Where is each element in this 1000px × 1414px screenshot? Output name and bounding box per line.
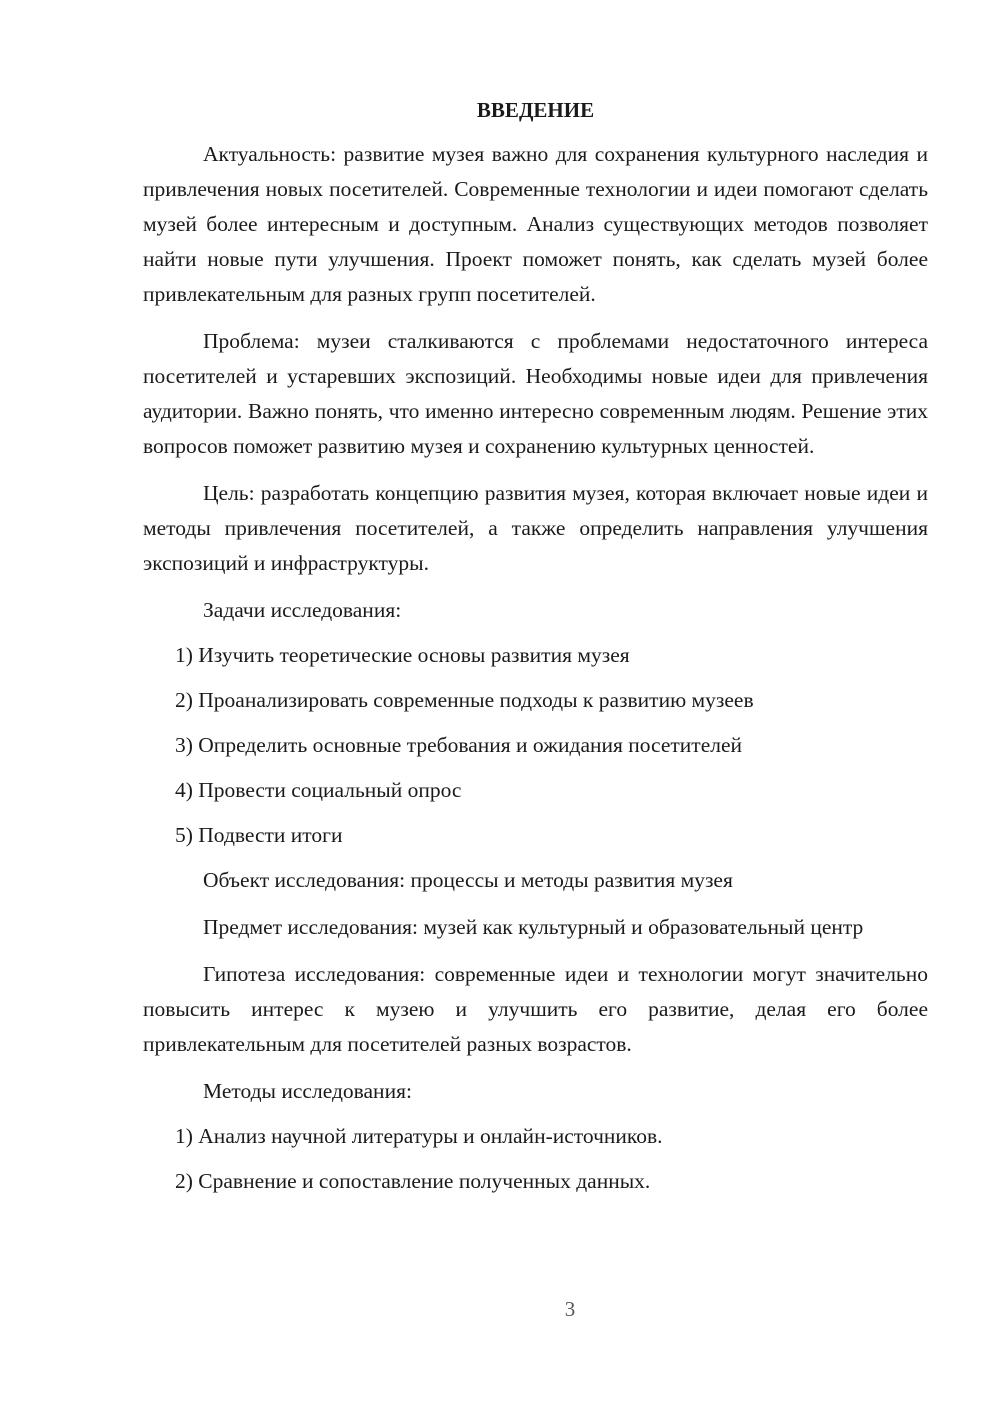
task-item-2: 2) Проанализировать современные подходы к развитию музеев [175,688,754,712]
task-item-3: 3) Определить основные требования и ожидания посетителей [175,733,743,757]
method-item-1: 1) Анализ научной литературы и онлайн-источников. [175,1124,663,1148]
problem-paragraph: Проблема: музеи сталкиваются с проблемами недостаточного интереса посетителей и устаревших экспозиций. Необходимы новые идеи для привлечения аудитории. Важно понять, что именно интересно современным людям. Решение этих вопросов поможет развитию музея и сохранению культурных ценностей. [143,329,928,458]
tasks-heading: Задачи исследования: [203,598,402,622]
page-number: 3 [564,1297,576,1321]
task-item-1: 1) Изучить теоретические основы развития музея [175,643,630,667]
relevance-paragraph: Актуальность: развитие музея важно для сохранения культурного наследия и привлечения новых посетителей. Современные технологии и идеи помогают сделать музей более интересным и доступным. Анализ существующих методов позволяет найти новые пути улучшения. Проект поможет понять, как сделать музей более привлекательным для разных групп посетителей. [143,142,928,306]
object-paragraph: Объект исследования: процессы и методы развития музея [203,868,733,892]
goal-paragraph: Цель: разработать концепцию развития музея, которая включает новые идеи и методы привлечения посетителей, а также определить направления улучшения экспозиций и инфраструктуры. [143,481,928,575]
document-page [143,95,928,1209]
task-item-4: 4) Провести социальный опрос [175,778,462,802]
hypothesis-paragraph: Гипотеза исследования: современные идеи и технологии могут значительно повысить интерес к музею и улучшить его развитие, делая его более привлекательным для посетителей разных возрастов. [143,962,928,1056]
subject-paragraph: Предмет исследования: музей как культурный и образовательный центр [203,915,864,939]
methods-heading: Методы исследования: [203,1079,412,1103]
page-title: ВВЕДЕНИЕ [476,98,595,122]
method-item-2: 2) Сравнение и сопоставление полученных данных. [175,1169,651,1193]
task-item-5: 5) Подвести итоги [175,823,343,847]
